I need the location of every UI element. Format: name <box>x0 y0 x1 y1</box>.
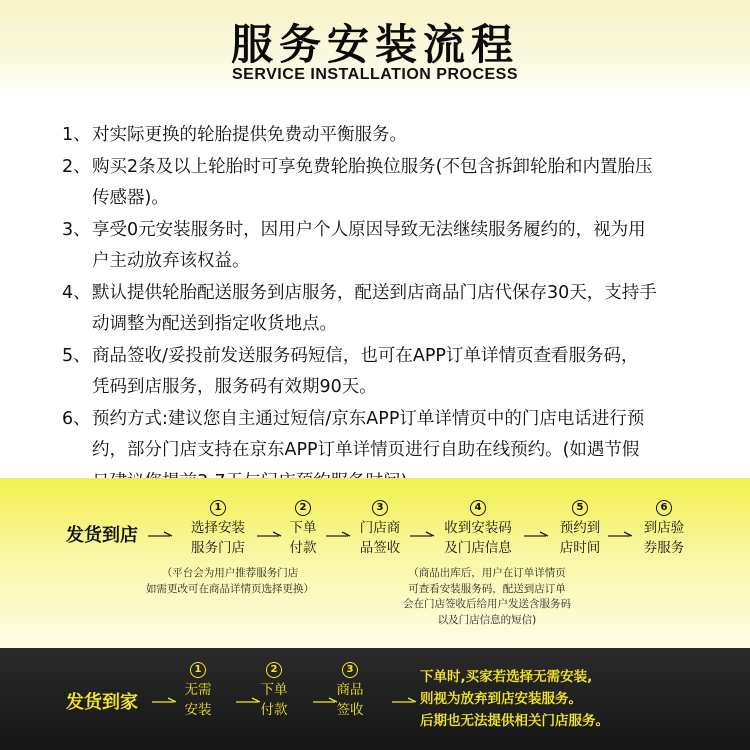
term-number: 6、 <box>62 408 91 429</box>
step-number: 3 <box>342 662 358 678</box>
page-subtitle: SERVICE INSTALLATION PROCESS <box>231 66 519 83</box>
term-number: 4、 <box>62 282 91 303</box>
note-line: 可查看安装服务码，配送到店订单 <box>408 582 566 595</box>
term-line: 约，部分门店支持在京东APP订单详情页进行自助在线预约。(如遇节假 <box>92 440 640 460</box>
store-flow-note-right <box>372 566 602 628</box>
term-line: 动调整为配送到指定收货地点。 <box>92 314 337 334</box>
arrow-right-icon <box>152 696 178 706</box>
term-number: 3、 <box>62 219 91 240</box>
store-flow-title: 发货到店 <box>66 525 138 546</box>
term-line: 传感器)。 <box>92 188 169 208</box>
step-label: 店时间 <box>559 540 601 556</box>
step-label: 下单 <box>260 682 288 698</box>
store-step-2 <box>261 500 345 558</box>
step-label: 品签收 <box>359 540 401 556</box>
term-item-4 <box>62 278 722 341</box>
term-line: 户主动放弃该权益。 <box>92 251 250 271</box>
step-label: 券服务 <box>643 540 685 556</box>
step-number: 2 <box>295 500 311 516</box>
note-line: 如需更改可在商品详情页选择更换） <box>146 582 314 595</box>
step-number: 3 <box>372 500 388 516</box>
term-line: 默认提供轮胎配送服务到店服务，配送到店商品门店代保存30天，支持手 <box>92 282 657 303</box>
term-item-2 <box>62 152 722 215</box>
note-line: （平台会为用户推荐服务门店 <box>161 567 299 579</box>
note-line: 以及门店信息的短信) <box>437 613 537 626</box>
term-line: 商品签收/妥投前发送服务码短信，也可在APP订单详情页查看服务码， <box>92 345 639 366</box>
step-label: 预约到 <box>559 520 601 536</box>
header-banner <box>0 0 750 100</box>
store-step-1 <box>176 500 260 558</box>
term-item-5 <box>62 341 722 404</box>
step-number: 1 <box>190 662 206 678</box>
step-label: 签收 <box>336 702 364 718</box>
step-label: 下单 <box>289 520 317 536</box>
arrow-right-icon <box>608 530 634 540</box>
note-line: 则视为放弃到店安装服务。 <box>420 691 582 707</box>
term-number: 5、 <box>62 345 91 366</box>
step-label: 收到安装码 <box>444 520 512 536</box>
term-line: 购买2条及以上轮胎时可享免费轮胎换位服务(不包含拆卸轮胎和内置胎压 <box>92 156 653 177</box>
arrow-right-icon <box>236 696 262 706</box>
arrow-right-icon <box>524 530 550 540</box>
term-line: 凭码到店服务，服务码有效期90天。 <box>92 377 377 397</box>
arrow-right-icon <box>257 530 283 540</box>
term-line: 预约方式:建议您自主通过短信/京东APP订单详情页中的门店电话进行预 <box>92 408 645 429</box>
arrow-right-icon <box>148 530 174 540</box>
term-line: 对实际更换的轮胎提供免费动平衡服务。 <box>92 125 407 145</box>
term-number: 1、 <box>62 125 91 145</box>
home-flow-note <box>420 666 740 732</box>
step-label: 到店验 <box>643 520 685 536</box>
step-number: 5 <box>572 500 588 516</box>
note-line: 后期也无法提供相关门店服务。 <box>420 713 609 729</box>
step-number: 1 <box>210 500 226 516</box>
step-label: 选择安装 <box>191 520 245 536</box>
home-step-3 <box>308 662 392 720</box>
store-flow-note-left <box>125 566 335 597</box>
home-step-2 <box>232 662 316 720</box>
store-step-5 <box>538 500 622 558</box>
store-step-6 <box>622 500 706 558</box>
term-item-3 <box>62 215 722 278</box>
service-terms-list <box>62 120 722 498</box>
term-item-1 <box>62 120 722 152</box>
arrow-right-icon <box>410 530 436 540</box>
step-label: 无需 <box>184 682 212 698</box>
store-step-3 <box>338 500 422 558</box>
term-line: 享受0元安装服务时，因用户个人原因导致无法继续服务履约的，视为用 <box>92 219 646 240</box>
page-title: 服务安装流程 <box>230 20 519 69</box>
term-number: 2、 <box>62 156 91 177</box>
step-label: 及门店信息 <box>444 540 512 556</box>
note-line: 下单时,买家若选择无需安装, <box>420 669 593 685</box>
step-label: 商品 <box>336 682 364 698</box>
step-label: 付款 <box>260 702 288 718</box>
home-flow-title: 发货到家 <box>66 692 138 713</box>
arrow-right-icon <box>313 696 339 706</box>
step-label: 服务门店 <box>191 540 245 556</box>
store-step-4 <box>436 500 520 558</box>
home-step-1 <box>156 662 240 720</box>
note-line: 会在门店签收后给用户发送含服务码 <box>403 598 571 610</box>
step-number: 2 <box>266 662 282 678</box>
note-line: （商品出库后，用户在订单详情页 <box>408 567 566 579</box>
arrow-right-icon <box>392 696 418 706</box>
step-number: 4 <box>470 500 486 516</box>
step-label: 付款 <box>289 540 317 556</box>
step-number: 6 <box>656 500 672 516</box>
step-label: 安装 <box>184 702 212 718</box>
step-label: 门店商 <box>359 520 401 536</box>
arrow-right-icon <box>326 530 352 540</box>
